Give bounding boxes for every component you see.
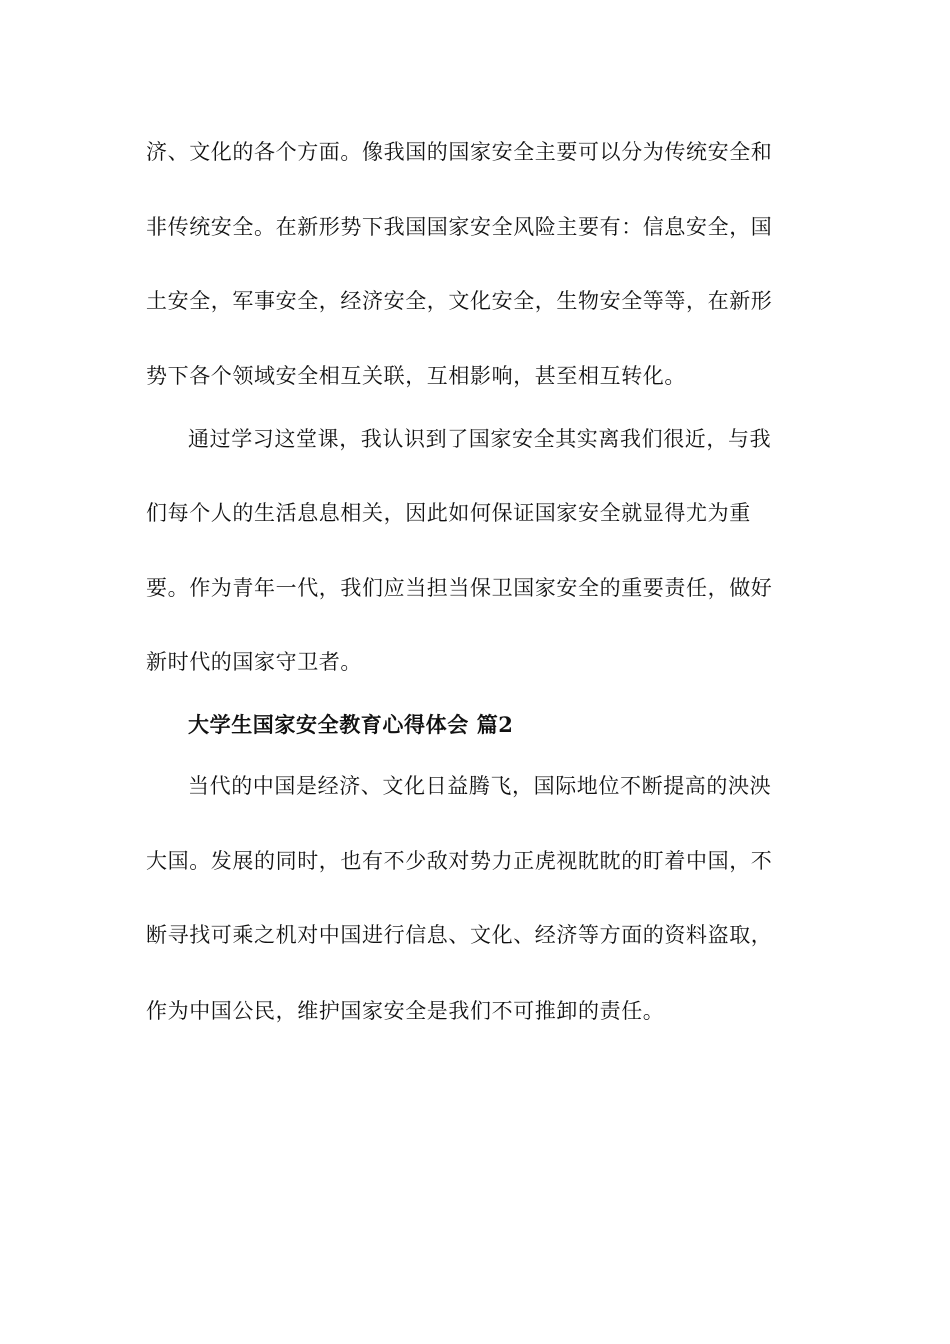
paragraph-2-line-3: 要。作为青年一代，我们应当担当保卫国家安全的重要责任，做好: [146, 576, 773, 600]
paragraph-2-line-1: 通过学习这堂课，我认识到了国家安全其实离我们很近，与我: [188, 427, 772, 451]
paragraph-2-line-2: 们每个人的生活息息相关，因此如何保证国家安全就显得尤为重: [146, 501, 751, 525]
paragraph-1-line-2: 非传统安全。在新形势下我国国家安全风险主要有：信息安全，国: [146, 215, 773, 239]
paragraph-1-line-4: 势下各个领域安全相互关联，互相影响，甚至相互转化。: [146, 364, 686, 388]
paragraph-1-line-3: 土安全，军事安全，经济安全，文化安全，生物安全等等，在新形: [146, 289, 773, 313]
paragraph-3-line-2: 大国。发展的同时，也有不少敌对势力正虎视眈眈的盯着中国，不: [146, 849, 773, 873]
section-heading: 大学生国家安全教育心得体会 篇2: [188, 712, 514, 737]
paragraph-1-line-1: 济、文化的各个方面。像我国的国家安全主要可以分为传统安全和: [146, 140, 773, 164]
paragraph-3-line-4: 作为中国公民，维护国家安全是我们不可推卸的责任。: [146, 999, 665, 1023]
paragraph-3-line-3: 断寻找可乘之机对中国进行信息、文化、经济等方面的资料盗取，: [146, 923, 773, 947]
paragraph-3-line-1: 当代的中国是经济、文化日益腾飞，国际地位不断提高的泱泱: [188, 774, 772, 798]
paragraph-2-line-4: 新时代的国家守卫者。: [146, 650, 362, 674]
